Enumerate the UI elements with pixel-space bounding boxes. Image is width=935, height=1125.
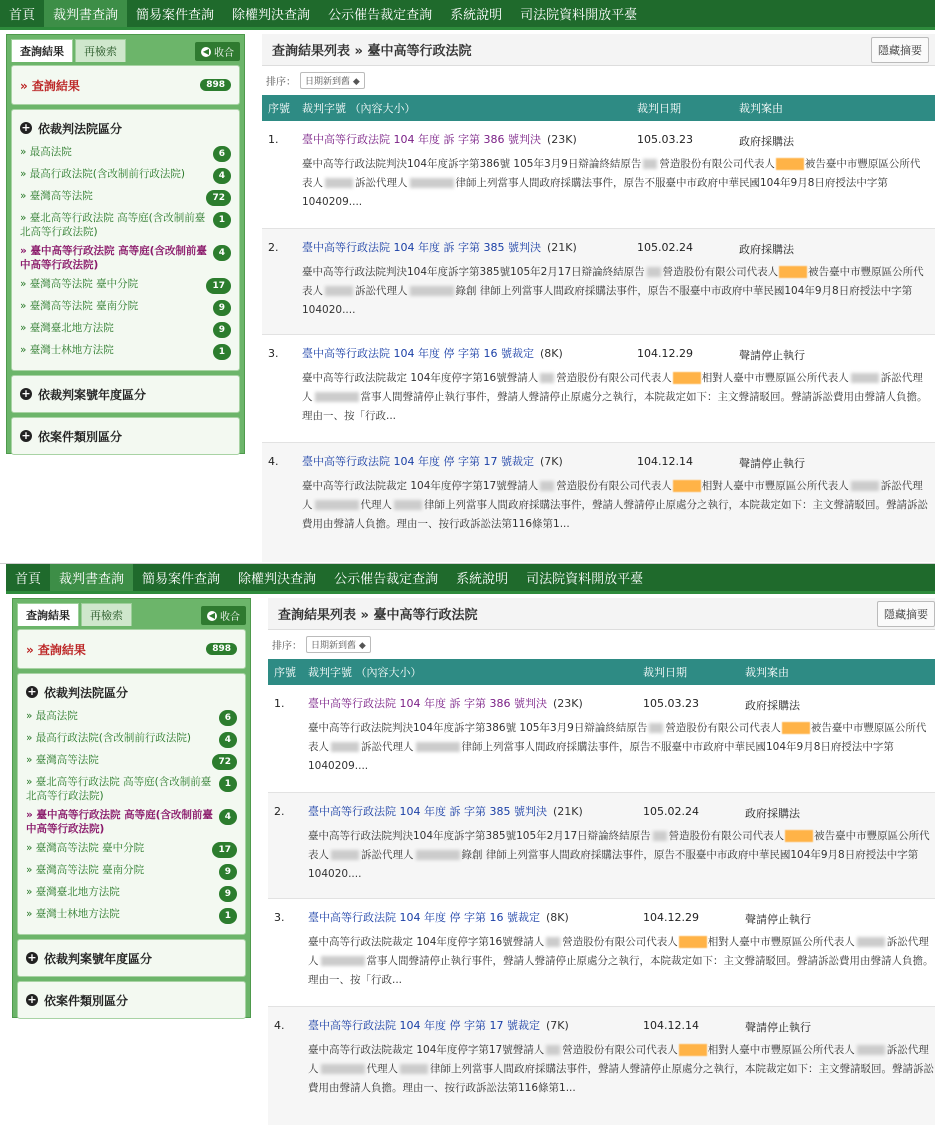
case-summary (308, 719, 934, 776)
redacted-text (331, 742, 359, 752)
row-number: 1. (274, 697, 285, 710)
result-row (262, 121, 935, 229)
case-size: (23K) (552, 697, 583, 710)
sidebar (6, 34, 245, 454)
redacted-text (851, 481, 879, 491)
court-filter-item[interactable] (20, 241, 231, 274)
year-group-label: 依裁判案號年度區分 (44, 951, 153, 966)
case-summary (302, 155, 928, 212)
hide-summary-button[interactable]: 隱藏摘要 (877, 601, 935, 627)
case-summary (302, 477, 928, 534)
nav-item[interactable]: 公示催告裁定查詢 (328, 8, 433, 23)
results-link[interactable] (20, 74, 231, 96)
col-date: 裁判日期 (637, 102, 681, 115)
case-cause: 政府採購法 (745, 699, 800, 712)
col-no: 序號 (268, 102, 290, 115)
redacted-name-highlight (785, 830, 813, 842)
col-cause: 裁判案由 (745, 666, 789, 679)
case-title: 臺中高等行政法院 104 年度 停 字第 17 號裁定 (308, 1019, 540, 1032)
summary-text: 相對人臺中市豐原區公所代表人 (701, 480, 849, 492)
table-header (268, 659, 935, 685)
plus-circle-icon: + (27, 993, 37, 1006)
case-summary (308, 1041, 934, 1098)
result-row (268, 793, 935, 899)
court-name: » 臺灣高等法院 臺中分院 (26, 841, 145, 854)
results-panel (11, 65, 240, 105)
court-count-badge: 4 (219, 809, 237, 825)
court-count-badge: 4 (219, 732, 237, 748)
category-filter-panel (11, 417, 240, 455)
collapse-label: 收合 (220, 612, 240, 623)
main-content (262, 34, 935, 562)
row-number: 2. (268, 241, 279, 254)
court-name: » 最高行政法院(含改制前行政法院) (20, 167, 185, 180)
summary-text: 臺中高等行政法院判決104年度訴字第386號 105年3月9日辯論終結原告 (308, 722, 648, 734)
sort-bar (262, 66, 935, 95)
result-rows (262, 121, 935, 562)
row-number: 3. (274, 911, 285, 924)
case-summary (302, 369, 928, 426)
court-name: » 臺中高等行政法院 高等庭(含改制前臺中高等行政法院) (26, 808, 213, 835)
case-date: 104.12.29 (637, 347, 693, 360)
year-group-header[interactable] (20, 384, 231, 404)
case-cause: 政府採購法 (739, 243, 794, 256)
court-count-badge: 1 (213, 344, 231, 360)
court-name: » 最高法院 (26, 709, 78, 722)
court-name: » 臺北高等行政法院 高等庭(含改制前臺北高等行政法院) (20, 211, 206, 238)
redacted-text (540, 373, 554, 383)
summary-text: 臺中高等行政法院判決104年度訴字第386號 105年3月9日辯論終結原告 (302, 158, 642, 170)
case-summary (308, 827, 934, 884)
summary-text: 律師上列當事人間政府採購法事件，聲請人聲請停止原處分之執行，本院裁定如下：主文聲請駁回。聲請訴訟費用由聲請人負擔。理由一、按行政訴訟法第116條第1... (308, 1063, 934, 1094)
summary-text: 律師上列當事人間政府採購法事件，原告不服臺中市政府中華民國104年9月8日府授法中字第1040209.... (302, 177, 888, 208)
col-no: 序號 (274, 666, 296, 679)
summary-text: 相對人臺中市豐原區公所代表人 (707, 936, 855, 948)
plus-circle-icon: + (27, 685, 37, 698)
plus-circle-icon: + (27, 951, 37, 964)
nav-item[interactable]: 首頁 (9, 8, 36, 23)
court-filter-item[interactable] (26, 882, 237, 904)
redacted-name-highlight (679, 936, 707, 948)
redacted-text (315, 392, 359, 402)
redacted-text (416, 742, 460, 752)
court-name: » 臺灣高等法院 臺南分院 (26, 863, 145, 876)
result-row (268, 899, 935, 1007)
case-date: 104.12.29 (643, 911, 699, 924)
court-filter-item[interactable] (20, 208, 231, 241)
summary-text: 律師上列當事人間政府採購法事件，聲請人聲請停止原處分之執行，本院裁定如下：主文聲請駁回。聲請訴訟費用由聲請人負擔。理由一、按行政訴訟法第116條第1... (302, 499, 928, 530)
collapse-button[interactable] (201, 606, 246, 625)
court-list (26, 706, 237, 926)
summary-text: 營造股份有限公司代表人 (659, 158, 775, 170)
court-filter-item[interactable] (26, 838, 237, 860)
chevron-left-icon: ◀ (208, 610, 216, 620)
year-group-header[interactable] (26, 948, 237, 968)
court-count-badge: 4 (213, 168, 231, 184)
redacted-text (325, 178, 353, 188)
summary-text: 當事人間聲請停止執行事件，聲請人聲請停止原處分之執行，本院裁定如下：主文聲請駁回。聲請訴訟費用由聲請人負擔。理由一、按「行政... (302, 391, 928, 422)
redacted-text (331, 850, 359, 860)
redacted-text (546, 937, 560, 947)
court-filter-item[interactable] (26, 860, 237, 882)
summary-text: 被告臺中市豐原區公所代表人 (308, 722, 927, 753)
court-count-badge: 9 (219, 864, 237, 880)
case-cause: 政府採購法 (739, 135, 794, 148)
plus-circle-icon: + (21, 429, 31, 442)
case-title: 臺中高等行政法院 104 年度 停 字第 17 號裁定 (302, 455, 534, 468)
year-filter-panel (11, 375, 240, 413)
redacted-text (315, 500, 359, 510)
results-link[interactable] (26, 638, 237, 660)
court-filter-panel (11, 109, 240, 371)
redacted-text (857, 1045, 885, 1055)
main-header (268, 598, 935, 630)
col-case: 裁判字號 （內容大小） (302, 102, 416, 115)
case-size: (8K) (539, 347, 563, 360)
court-filter-item[interactable] (20, 142, 231, 164)
case-title: 臺中高等行政法院 104 年度 訴 字第 385 號判決 (302, 241, 541, 254)
redacted-name-highlight (673, 480, 701, 492)
court-group-label: 依裁判法院區分 (44, 685, 129, 700)
redacted-text (643, 159, 657, 169)
court-count-badge: 6 (219, 710, 237, 726)
nav-item[interactable]: 司法院資料開放平臺 (526, 572, 644, 587)
redacted-text (416, 850, 460, 860)
top-nav (6, 564, 935, 594)
nav-item[interactable]: 系統說明 (450, 8, 503, 23)
summary-text: 臺中高等行政法院裁定 104年度停字第17號聲請人 (308, 1044, 545, 1056)
summary-text: 被告臺中市豐原區公所代表人 (302, 158, 921, 189)
case-link[interactable] (308, 803, 583, 819)
case-link[interactable] (302, 239, 577, 255)
summary-text: 訴訟代理人 (308, 1044, 929, 1075)
summary-text: 營造股份有限公司代表人 (562, 1044, 678, 1056)
case-date: 104.12.14 (643, 1019, 699, 1032)
court-filter-item[interactable] (20, 274, 231, 296)
summary-text: 代理人 (360, 499, 392, 511)
collapse-button[interactable] (195, 42, 240, 61)
case-summary (308, 933, 934, 990)
screenshot-bottom (0, 563, 935, 1125)
page (0, 0, 935, 530)
results-count-badge: 898 (200, 79, 231, 91)
case-size: (23K) (546, 133, 577, 146)
court-count-badge: 1 (213, 212, 231, 228)
summary-text: 相對人臺中市豐原區公所代表人 (701, 372, 849, 384)
redacted-name-highlight (679, 1044, 707, 1056)
redacted-text (394, 500, 422, 510)
case-cause: 聲請停止執行 (739, 349, 805, 362)
court-count-badge: 17 (212, 842, 237, 858)
table-header (262, 95, 935, 121)
page (6, 564, 935, 1094)
breadcrumb: 查詢結果列表 » 臺中高等行政法院 (278, 608, 478, 623)
summary-text: 錄創 律師上列當事人間政府採購法事件，原告不服臺中市政府中華民國104年9月8日府授法中字第104020.... (308, 849, 919, 880)
court-filter-item[interactable] (26, 706, 237, 728)
nav-item[interactable]: 首頁 (15, 572, 42, 587)
result-row (262, 229, 935, 335)
court-group-header[interactable] (26, 682, 237, 702)
case-link[interactable] (308, 909, 569, 925)
court-name: » 臺灣高等法院 臺中分院 (20, 277, 139, 290)
court-filter-item[interactable] (26, 805, 237, 838)
results-label: » 查詢結果 (20, 78, 80, 93)
case-size: (21K) (552, 805, 583, 818)
summary-text: 營造股份有限公司代表人 (562, 936, 678, 948)
summary-text: 被告臺中市豐原區公所代表人 (308, 830, 930, 861)
case-title: 臺中高等行政法院 104 年度 停 字第 16 號裁定 (302, 347, 534, 360)
summary-text: 代理人 (366, 1063, 398, 1075)
result-rows (268, 685, 935, 1125)
collapse-label: 收合 (214, 48, 234, 59)
nav-item[interactable]: 系統說明 (456, 572, 509, 587)
case-size: (21K) (546, 241, 577, 254)
sort-label: 排序： (266, 77, 296, 88)
nav-item[interactable]: 司法院資料開放平臺 (520, 8, 638, 23)
result-row (268, 1007, 935, 1125)
case-cause: 聲請停止執行 (745, 1021, 811, 1034)
hide-summary-button[interactable]: 隱藏摘要 (871, 37, 929, 63)
redacted-text (649, 723, 663, 733)
sort-label: 排序： (272, 641, 302, 652)
sort-select[interactable]: 日期新到舊 ◆ (300, 72, 365, 89)
redacted-text (400, 1064, 428, 1074)
case-link[interactable] (302, 453, 563, 469)
redacted-text (857, 937, 885, 947)
court-name: » 臺北高等行政法院 高等庭(含改制前臺北高等行政法院) (26, 775, 212, 802)
case-date: 105.03.23 (637, 133, 693, 146)
court-filter-panel (17, 673, 246, 935)
summary-text: 訴訟代理人 (361, 741, 414, 753)
court-name: » 臺灣臺北地方法院 (26, 885, 120, 898)
redacted-text (410, 178, 454, 188)
category-group-label: 依案件類別區分 (44, 993, 129, 1008)
case-title: 臺中高等行政法院 104 年度 停 字第 16 號裁定 (308, 911, 540, 924)
court-count-badge: 9 (219, 886, 237, 902)
results-panel (17, 629, 246, 669)
court-filter-item[interactable] (20, 164, 231, 186)
case-cause: 聲請停止執行 (739, 457, 805, 470)
category-filter-panel (17, 981, 246, 1019)
summary-text: 營造股份有限公司代表人 (556, 480, 672, 492)
court-count-badge: 72 (206, 190, 231, 206)
nav-item[interactable]: 公示催告裁定查詢 (334, 572, 439, 587)
result-row (268, 685, 935, 793)
redacted-name-highlight (779, 266, 807, 278)
court-name: » 臺中高等行政法院 高等庭(含改制前臺中高等行政法院) (20, 244, 207, 271)
redacted-text (540, 481, 554, 491)
summary-text: 營造股份有限公司代表人 (662, 266, 779, 278)
sidebar (12, 598, 251, 1018)
court-name: » 臺灣臺北地方法院 (20, 321, 114, 334)
case-date: 105.02.24 (637, 241, 693, 254)
summary-text: 訴訟代理人 (308, 936, 929, 967)
court-name: » 臺灣高等法院 (20, 189, 93, 202)
court-count-badge: 9 (213, 300, 231, 316)
case-size: (7K) (539, 455, 563, 468)
screenshot-top (0, 0, 935, 562)
sidebar-tabs (11, 39, 240, 61)
court-filter-item[interactable] (20, 296, 231, 318)
case-summary (302, 263, 928, 320)
court-filter-item[interactable] (26, 728, 237, 750)
nav-item[interactable]: 除權判決查詢 (232, 8, 311, 23)
nav-item[interactable]: 簡易案件查詢 (142, 572, 221, 587)
nav-item[interactable]: 裁判書查詢 (44, 0, 127, 27)
case-link[interactable] (308, 1017, 569, 1033)
row-number: 4. (268, 455, 279, 468)
sort-select[interactable]: 日期新到舊 ◆ (306, 636, 371, 653)
nav-item[interactable]: 裁判書查詢 (50, 564, 133, 591)
court-count-badge: 72 (212, 754, 237, 770)
summary-text: 訴訟代理人 (302, 480, 923, 511)
plus-circle-icon: + (21, 121, 31, 134)
col-cause: 裁判案由 (739, 102, 783, 115)
row-number: 1. (268, 133, 279, 146)
top-nav (0, 0, 935, 30)
court-name: » 臺灣士林地方法院 (20, 343, 114, 356)
redacted-text (546, 1045, 560, 1055)
summary-text: 相對人臺中市豐原區公所代表人 (707, 1044, 855, 1056)
summary-text: 訴訟代理人 (361, 849, 414, 861)
category-group-label: 依案件類別區分 (38, 429, 123, 444)
redacted-name-highlight (673, 372, 701, 384)
col-date: 裁判日期 (643, 666, 687, 679)
plus-circle-icon: + (21, 387, 31, 400)
court-filter-item[interactable] (26, 750, 237, 772)
tab-research[interactable]: 再檢索 (75, 39, 126, 62)
summary-text: 營造股份有限公司代表人 (665, 722, 781, 734)
court-filter-item[interactable] (20, 340, 231, 362)
case-cause: 政府採購法 (745, 807, 800, 820)
case-date: 104.12.14 (637, 455, 693, 468)
summary-text: 律師上列當事人間政府採購法事件，原告不服臺中市政府中華民國104年9月8日府授法中字第1040209.... (308, 741, 894, 772)
col-case: 裁判字號 （內容大小） (308, 666, 422, 679)
chevron-left-icon: ◀ (202, 46, 210, 56)
main-content (268, 598, 935, 1125)
redacted-text (647, 267, 661, 277)
summary-text: 營造股份有限公司代表人 (556, 372, 672, 384)
results-count-badge: 898 (206, 643, 237, 655)
row-number: 4. (274, 1019, 285, 1032)
court-list (20, 142, 231, 362)
summary-text: 被告臺中市豐原區公所代表人 (302, 266, 924, 297)
summary-text: 臺中高等行政法院判決104年度訴字第385號105年2月17日辯論終結原告 (302, 266, 645, 278)
category-group-header[interactable] (20, 426, 231, 446)
case-size: (8K) (545, 911, 569, 924)
category-group-header[interactable] (26, 990, 237, 1010)
court-name: » 臺灣高等法院 臺南分院 (20, 299, 139, 312)
court-group-label: 依裁判法院區分 (38, 121, 123, 136)
case-link[interactable] (302, 131, 577, 147)
case-title: 臺中高等行政法院 104 年度 訴 字第 386 號判決 (302, 133, 541, 146)
court-filter-item[interactable] (20, 318, 231, 340)
summary-text: 營造股份有限公司代表人 (668, 830, 785, 842)
redacted-text (410, 286, 454, 296)
summary-text: 臺中高等行政法院裁定 104年度停字第17號聲請人 (302, 480, 539, 492)
court-count-badge: 1 (219, 776, 237, 792)
summary-text: 訴訟代理人 (355, 177, 408, 189)
court-count-badge: 9 (213, 322, 231, 338)
results-label: » 查詢結果 (26, 642, 86, 657)
summary-text: 訴訟代理人 (355, 285, 408, 297)
summary-text: 臺中高等行政法院裁定 104年度停字第16號聲請人 (302, 372, 539, 384)
court-name: » 臺灣高等法院 (26, 753, 99, 766)
year-filter-panel (17, 939, 246, 977)
result-row (262, 443, 935, 562)
redacted-name-highlight (782, 722, 810, 734)
court-name: » 臺灣士林地方法院 (26, 907, 120, 920)
court-filter-item[interactable] (26, 772, 237, 805)
case-cause: 聲請停止執行 (745, 913, 811, 926)
case-title: 臺中高等行政法院 104 年度 訴 字第 386 號判決 (308, 697, 547, 710)
court-count-badge: 4 (213, 245, 231, 261)
summary-text: 錄創 律師上列當事人間政府採購法事件，原告不服臺中市政府中華民國104年9月8日府授法中字第104020.... (302, 285, 913, 316)
row-number: 2. (274, 805, 285, 818)
tab-results[interactable]: 查詢結果 (17, 603, 79, 626)
case-size: (7K) (545, 1019, 569, 1032)
redacted-text (653, 831, 667, 841)
case-date: 105.02.24 (643, 805, 699, 818)
case-title: 臺中高等行政法院 104 年度 訴 字第 385 號判決 (308, 805, 547, 818)
case-link[interactable] (308, 695, 583, 711)
summary-text: 臺中高等行政法院判決104年度訴字第385號105年2月17日辯論終結原告 (308, 830, 651, 842)
result-row (262, 335, 935, 443)
case-date: 105.03.23 (643, 697, 699, 710)
tab-results[interactable]: 查詢結果 (11, 39, 73, 62)
case-link[interactable] (302, 345, 563, 361)
summary-text: 當事人間聲請停止執行事件，聲請人聲請停止原處分之執行，本院裁定如下：主文聲請駁回。聲請訴訟費用由聲請人負擔。理由一、按「行政... (308, 955, 934, 986)
row-number: 3. (268, 347, 279, 360)
year-group-label: 依裁判案號年度區分 (38, 387, 147, 402)
court-count-badge: 6 (213, 146, 231, 162)
redacted-text (325, 286, 353, 296)
court-name: » 最高行政法院(含改制前行政法院) (26, 731, 191, 744)
court-group-header[interactable] (20, 118, 231, 138)
court-filter-item[interactable] (20, 186, 231, 208)
redacted-text (321, 1064, 365, 1074)
redacted-text (851, 373, 879, 383)
redacted-text (321, 956, 365, 966)
court-count-badge: 17 (206, 278, 231, 294)
summary-text: 臺中高等行政法院裁定 104年度停字第16號聲請人 (308, 936, 545, 948)
court-filter-item[interactable] (26, 904, 237, 926)
nav-item[interactable]: 簡易案件查詢 (136, 8, 215, 23)
court-name: » 最高法院 (20, 145, 72, 158)
tab-research[interactable]: 再檢索 (81, 603, 132, 626)
breadcrumb: 查詢結果列表 » 臺中高等行政法院 (272, 44, 472, 59)
summary-text: 訴訟代理人 (302, 372, 923, 403)
court-count-badge: 1 (219, 908, 237, 924)
sidebar-tabs (17, 603, 246, 625)
redacted-name-highlight (776, 158, 804, 170)
main-header (262, 34, 935, 66)
nav-item[interactable]: 除權判決查詢 (238, 572, 317, 587)
sort-bar (268, 630, 935, 659)
